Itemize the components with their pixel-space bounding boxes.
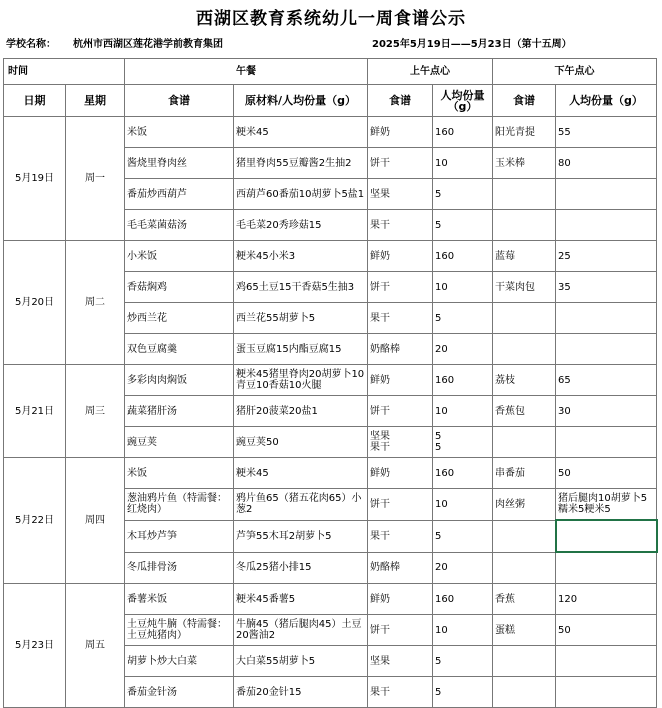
table-row [4, 117, 657, 148]
ingredients-cell[interactable]: 粳米45猪里脊肉20胡萝卜10青豆10香菇10火腿 [234, 365, 368, 396]
afternoon-snack-qty-cell[interactable] [556, 520, 657, 552]
table-row [4, 584, 657, 615]
morning-snack-qty-cell[interactable]: 20 [433, 552, 493, 584]
date-range: 2025年5月19日——5月23日（第十五周） [372, 39, 572, 50]
ingredients-cell[interactable]: 粳米45番薯5 [234, 584, 368, 615]
afternoon-snack-food-cell[interactable] [493, 303, 556, 334]
morning-snack-qty-cell[interactable]: 160 [433, 365, 493, 396]
morning-snack-qty-cell[interactable]: 5 5 [433, 427, 493, 458]
ingredients-cell[interactable]: 猪肝20菠菜20盐1 [234, 396, 368, 427]
weekday-cell[interactable]: 周二 [66, 241, 125, 365]
ingredients-cell[interactable]: 粳米45 [234, 458, 368, 489]
morning-snack-qty-cell[interactable]: 20 [433, 334, 493, 365]
morning-snack-qty-cell[interactable]: 10 [433, 615, 493, 646]
ingredients-cell[interactable]: 牛腩45（猪后腿肉45）土豆20酱油2 [234, 615, 368, 646]
ingredients-cell[interactable]: 鸦片鱼65（猪五花肉65）小葱2 [234, 489, 368, 521]
dish-cell[interactable]: 葱油鸦片鱼（特需餐：红烧肉） [125, 489, 234, 521]
morning-snack-food-cell[interactable]: 坚果 果干 [368, 427, 433, 458]
afternoon-snack-qty-cell[interactable] [556, 552, 657, 584]
afternoon-snack-food-cell[interactable]: 肉丝粥 [493, 489, 556, 521]
school-name: 杭州市西湖区莲花港学前教育集团 [73, 39, 223, 50]
afternoon-snack-qty-cell[interactable] [556, 334, 657, 365]
dish-cell[interactable]: 多彩肉肉焖饭 [125, 365, 234, 396]
morning-snack-qty-cell[interactable]: 10 [433, 489, 493, 521]
morning-snack-qty-cell[interactable]: 5 [433, 179, 493, 210]
morning-snack-food-cell[interactable]: 饼干 [368, 615, 433, 646]
ingredients-cell[interactable]: 蛋玉豆腐15内酯豆腐15 [234, 334, 368, 365]
afternoon-snack-qty-cell[interactable]: 65 [556, 365, 657, 396]
page-title: 西湖区教育系统幼儿一周食谱公示 [196, 9, 466, 29]
morning-snack-food-cell[interactable]: 奶酪棒 [368, 552, 433, 584]
afternoon-snack-food-cell[interactable] [493, 334, 556, 365]
ingredients-cell[interactable]: 毛毛菜20秀珍菇15 [234, 210, 368, 241]
afternoon-snack-qty-cell[interactable]: 猪后腿肉10胡萝卜5糯米5粳米5 [556, 489, 657, 521]
morning-snack-qty-cell[interactable]: 10 [433, 272, 493, 303]
morning-snack-food-cell[interactable]: 坚果 [368, 646, 433, 677]
header-weekday: 星期 [66, 85, 125, 117]
morning-snack-qty-cell[interactable]: 5 [433, 210, 493, 241]
afternoon-snack-food-cell[interactable]: 串番茄 [493, 458, 556, 489]
morning-snack-qty-cell[interactable]: 5 [433, 646, 493, 677]
afternoon-snack-qty-cell[interactable]: 80 [556, 148, 657, 179]
afternoon-snack-food-cell[interactable]: 玉米棒 [493, 148, 556, 179]
afternoon-snack-qty-cell[interactable]: 55 [556, 117, 657, 148]
dish-cell[interactable]: 香菇焖鸡 [125, 272, 234, 303]
dish-cell[interactable]: 番薯米饭 [125, 584, 234, 615]
morning-snack-food-cell[interactable]: 果干 [368, 210, 433, 241]
morning-snack-qty-cell[interactable]: 160 [433, 117, 493, 148]
afternoon-snack-qty-cell[interactable]: 50 [556, 615, 657, 646]
morning-snack-food-cell[interactable]: 鲜奶 [368, 584, 433, 615]
dish-cell[interactable]: 木耳炒芦笋 [125, 520, 234, 552]
morning-snack-qty-cell[interactable]: 5 [433, 520, 493, 552]
info-bar [0, 35, 662, 53]
dish-cell[interactable]: 小米饭 [125, 241, 234, 272]
afternoon-snack-qty-cell[interactable] [556, 303, 657, 334]
weekday-cell[interactable]: 周四 [66, 458, 125, 584]
morning-snack-qty-cell[interactable]: 5 [433, 677, 493, 708]
afternoon-snack-food-cell[interactable] [493, 520, 556, 552]
afternoon-snack-food-cell[interactable]: 香蕉包 [493, 396, 556, 427]
dish-cell[interactable]: 酱烧里脊肉丝 [125, 148, 234, 179]
afternoon-snack-food-cell[interactable] [493, 179, 556, 210]
afternoon-snack-food-cell[interactable]: 荔枝 [493, 365, 556, 396]
header-date: 日期 [4, 85, 66, 117]
date-cell[interactable]: 5月23日 [4, 584, 66, 708]
date-cell[interactable]: 5月20日 [4, 241, 66, 365]
dish-cell[interactable]: 胡萝卜炒大白菜 [125, 646, 234, 677]
ingredients-cell[interactable]: 西兰花55胡萝卜5 [234, 303, 368, 334]
afternoon-snack-qty-cell[interactable] [556, 427, 657, 458]
afternoon-snack-food-cell[interactable]: 干菜肉包 [493, 272, 556, 303]
afternoon-snack-food-cell[interactable]: 蛋糕 [493, 615, 556, 646]
afternoon-snack-food-cell[interactable] [493, 427, 556, 458]
afternoon-snack-qty-cell[interactable] [556, 646, 657, 677]
dish-cell[interactable]: 土豆炖牛腩（特需餐：土豆炖猪肉） [125, 615, 234, 646]
ingredients-cell[interactable]: 猪里脊肉55豆瓣酱2生抽2 [234, 148, 368, 179]
morning-snack-food-cell[interactable]: 饼干 [368, 396, 433, 427]
table-row [4, 241, 657, 272]
afternoon-snack-food-cell[interactable] [493, 646, 556, 677]
afternoon-snack-qty-cell[interactable]: 30 [556, 396, 657, 427]
table-row [4, 365, 657, 396]
weekday-cell[interactable]: 周三 [66, 365, 125, 458]
ingredients-cell[interactable]: 豌豆荚50 [234, 427, 368, 458]
ingredients-cell[interactable]: 大白菜55胡萝卜5 [234, 646, 368, 677]
dish-cell[interactable]: 豌豆荚 [125, 427, 234, 458]
header-time: 时间 [4, 59, 125, 85]
dish-cell[interactable]: 米饭 [125, 117, 234, 148]
morning-snack-food-cell[interactable]: 果干 [368, 677, 433, 708]
morning-snack-food-cell[interactable]: 坚果 [368, 179, 433, 210]
weekday-cell[interactable]: 周一 [66, 117, 125, 241]
afternoon-snack-qty-cell[interactable]: 25 [556, 241, 657, 272]
dish-cell[interactable]: 毛毛菜菌菇汤 [125, 210, 234, 241]
header-lunch: 午餐 [125, 59, 368, 85]
table-row [4, 458, 657, 489]
header-ingredients: 原材料/人均份量（g） [234, 85, 368, 117]
morning-snack-food-cell[interactable]: 奶酪棒 [368, 334, 433, 365]
header-afternoon-snack: 下午点心 [493, 59, 657, 85]
header-as-food: 食谱 [493, 85, 556, 117]
morning-snack-food-cell[interactable]: 饼干 [368, 489, 433, 521]
ingredients-cell[interactable]: 冬瓜25猪小排15 [234, 552, 368, 584]
dish-cell[interactable]: 番茄炒西葫芦 [125, 179, 234, 210]
morning-snack-food-cell[interactable]: 果干 [368, 303, 433, 334]
dish-cell[interactable]: 番茄金针汤 [125, 677, 234, 708]
weekday-cell[interactable]: 周五 [66, 584, 125, 708]
date-cell[interactable]: 5月19日 [4, 117, 66, 241]
morning-snack-qty-cell[interactable]: 10 [433, 396, 493, 427]
ingredients-cell[interactable]: 鸡65土豆15干香菇5生抽3 [234, 272, 368, 303]
afternoon-snack-qty-cell[interactable] [556, 179, 657, 210]
afternoon-snack-qty-cell[interactable]: 50 [556, 458, 657, 489]
date-cell[interactable]: 5月21日 [4, 365, 66, 458]
afternoon-snack-qty-cell[interactable]: 35 [556, 272, 657, 303]
header-morning-snack: 上午点心 [368, 59, 493, 85]
dish-cell[interactable]: 双色豆腐羹 [125, 334, 234, 365]
morning-snack-food-cell[interactable]: 鲜奶 [368, 117, 433, 148]
afternoon-snack-food-cell[interactable] [493, 210, 556, 241]
ingredients-cell[interactable]: 番茄20金针15 [234, 677, 368, 708]
morning-snack-food-cell[interactable]: 鲜奶 [368, 365, 433, 396]
afternoon-snack-food-cell[interactable] [493, 677, 556, 708]
morning-snack-food-cell[interactable]: 鲜奶 [368, 241, 433, 272]
ingredients-cell[interactable]: 粳米45 [234, 117, 368, 148]
afternoon-snack-qty-cell[interactable] [556, 677, 657, 708]
header-dish: 食谱 [125, 85, 234, 117]
ingredients-cell[interactable]: 芦笋55木耳2胡萝卜5 [234, 520, 368, 552]
afternoon-snack-qty-cell[interactable]: 120 [556, 584, 657, 615]
morning-snack-qty-cell[interactable]: 160 [433, 584, 493, 615]
morning-snack-qty-cell[interactable]: 160 [433, 241, 493, 272]
header-as-qty: 人均份量（g） [556, 85, 657, 117]
ingredients-cell[interactable]: 西葫芦60番茄10胡萝卜5盐1 [234, 179, 368, 210]
afternoon-snack-food-cell[interactable]: 蓝莓 [493, 241, 556, 272]
date-cell[interactable]: 5月22日 [4, 458, 66, 584]
afternoon-snack-food-cell[interactable] [493, 552, 556, 584]
afternoon-snack-qty-cell[interactable] [556, 210, 657, 241]
header-ms-qty: 人均份量（g） [433, 85, 493, 117]
morning-snack-food-cell[interactable]: 鲜奶 [368, 458, 433, 489]
dish-cell[interactable]: 炒西兰花 [125, 303, 234, 334]
menu-table [3, 58, 658, 708]
morning-snack-qty-cell[interactable]: 5 [433, 303, 493, 334]
dish-cell[interactable]: 米饭 [125, 458, 234, 489]
afternoon-snack-food-cell[interactable]: 阳光青提 [493, 117, 556, 148]
morning-snack-qty-cell[interactable]: 10 [433, 148, 493, 179]
school-label: 学校名称： [6, 39, 56, 50]
dish-cell[interactable]: 蔬菜猪肝汤 [125, 396, 234, 427]
dish-cell[interactable]: 冬瓜排骨汤 [125, 552, 234, 584]
ingredients-cell[interactable]: 粳米45小米3 [234, 241, 368, 272]
morning-snack-food-cell[interactable]: 果干 [368, 520, 433, 552]
morning-snack-qty-cell[interactable]: 160 [433, 458, 493, 489]
morning-snack-food-cell[interactable]: 饼干 [368, 272, 433, 303]
morning-snack-food-cell[interactable]: 饼干 [368, 148, 433, 179]
afternoon-snack-food-cell[interactable]: 香蕉 [493, 584, 556, 615]
header-ms-food: 食谱 [368, 85, 433, 117]
